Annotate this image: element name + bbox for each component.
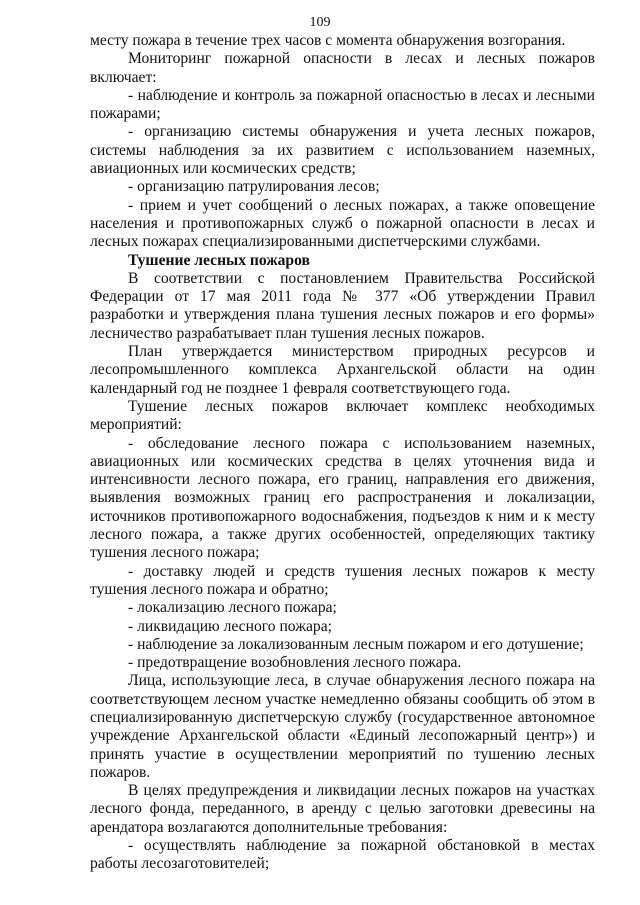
list-item: - предотвращение возобновления лесного пожара.	[128, 654, 462, 672]
paragraph: План утверждается министерством природных ресурсов и лесопромышленного комплекса Архангельской области на один календарный год не позднее 1 февраля соответствующего года.	[90, 343, 595, 397]
list-item: - организацию патрулирования лесов;	[128, 178, 380, 196]
paragraph: Мониторинг пожарной опасности в лесах и лесных пожаров включает:	[90, 50, 595, 86]
document-body	[90, 32, 595, 874]
list-item: - организацию системы обнаружения и учета лесных пожаров, системы наблюдения за их развитием с использованием наземных, авиационных или космических средств;	[90, 123, 595, 178]
page-number: 109	[309, 15, 331, 30]
list-item: - наблюдение за локализованным лесным пожаром и его дотушение;	[128, 635, 584, 653]
paragraph: месту пожара в течение трех часов с момента обнаружения возгорания.	[90, 32, 566, 49]
paragraph: В соответствии с постановлением Правительства Российской Федерации от 17 мая 2011 года № 377 «Об утверждении Правил разработки и утверждения плана тушения лесных пожаров и его формы» лесничество разрабатывает план тушения лесных пожаров.	[90, 269, 595, 342]
list-item: - доставку людей и средств тушения лесных пожаров к месту тушения лесного пожара и обратно;	[90, 562, 595, 598]
paragraph: В целях предупреждения и ликвидации лесных пожаров на участках лесного фонда, переданного, в аренду с целью заготовки древесины на арендатора возлагаются дополнительные требования:	[90, 782, 595, 836]
paragraph: Тушение лесных пожаров включает комплекс необходимых мероприятий:	[90, 397, 595, 434]
list-item: - локализацию лесного пожара;	[128, 599, 337, 617]
section-heading: Тушение лесных пожаров	[128, 251, 310, 269]
list-item: - прием и учет сообщений о лесных пожарах, а также оповещение населения и противопожарных служб о пожарной опасности в лесах и лесных пожарах специализированными диспетчерскими службами.	[90, 196, 595, 251]
list-item: - наблюдение и контроль за пожарной опасностью в лесах и лесными пожарами;	[90, 86, 595, 123]
paragraph: Лица, использующие леса, в случае обнаружения лесного пожара на соответствующем лесном участке немедленно обязаны сообщить об этом в специализированную диспетчерскую службу (государственное автономное учреждение Архангельской области «Единый лесопожарный центр») и принять участие в осуществлении мероприятий по тушению лесных пожаров.	[90, 672, 595, 781]
list-item: - обследование лесного пожара с использованием наземных, авиационных или космических средства в целях уточнения вида и интенсивности лесного пожара, его границ, направления его движения, выявления возможных границ его распространения и локализации, источников противопожарного водоснабжения, подъездов к ним и к месту лесного пожара, а также других особенностей, определяющих тактику тушения лесного пожара;	[90, 434, 595, 562]
list-item: - ликвидацию лесного пожара;	[128, 617, 332, 635]
list-item: - осуществлять наблюдение за пожарной обстановкой в местах работы лесозаготовителей;	[90, 837, 595, 873]
